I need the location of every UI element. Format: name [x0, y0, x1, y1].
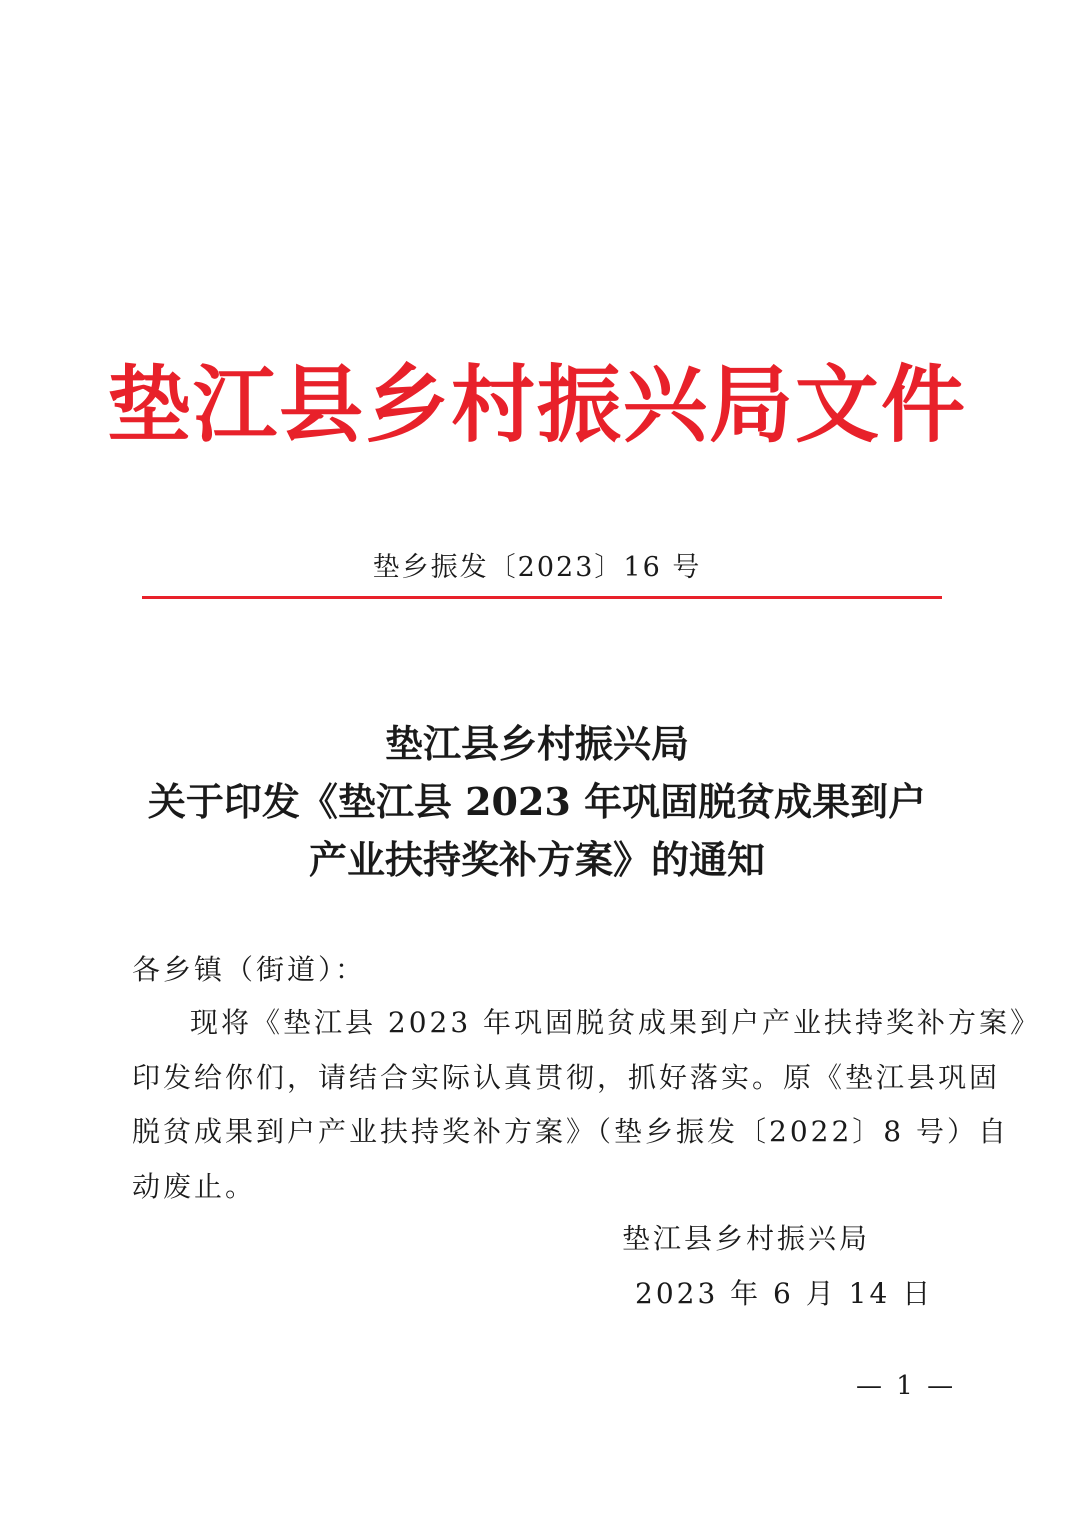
page-number: — 1 —: [856, 1371, 957, 1401]
title-line-2: 关于印发《垫江县 2023 年巩固脱贫成果到户: [147, 779, 927, 824]
signature-organization: 垫江县乡村振兴局: [622, 1222, 871, 1255]
body-line: 印发给你们，请结合实际认真贯彻，抓好落实。原《垫江县巩固: [132, 1061, 1001, 1094]
title-line-1: 垫江县乡村振兴局: [384, 721, 689, 766]
masthead-title: 垫江县乡村振兴局文件: [106, 355, 967, 454]
body-line: 现将《垫江县 2023 年巩固脱贫成果到户产业扶持奖补方案》: [190, 1006, 1042, 1039]
red-divider-line: [142, 596, 942, 599]
signature-date: 2023 年 6 月 14 日: [635, 1277, 934, 1310]
document-number: 垫乡振发〔2023〕16 号: [372, 552, 702, 583]
body-line: 动废止。: [132, 1170, 257, 1203]
salutation: 各乡镇（街道）：: [132, 953, 367, 986]
body-line: 脱贫成果到户产业扶持奖补方案》（垫乡振发〔2022〕8 号）自: [132, 1115, 1009, 1148]
title-line-3: 产业扶持奖补方案》的通知: [308, 837, 765, 882]
